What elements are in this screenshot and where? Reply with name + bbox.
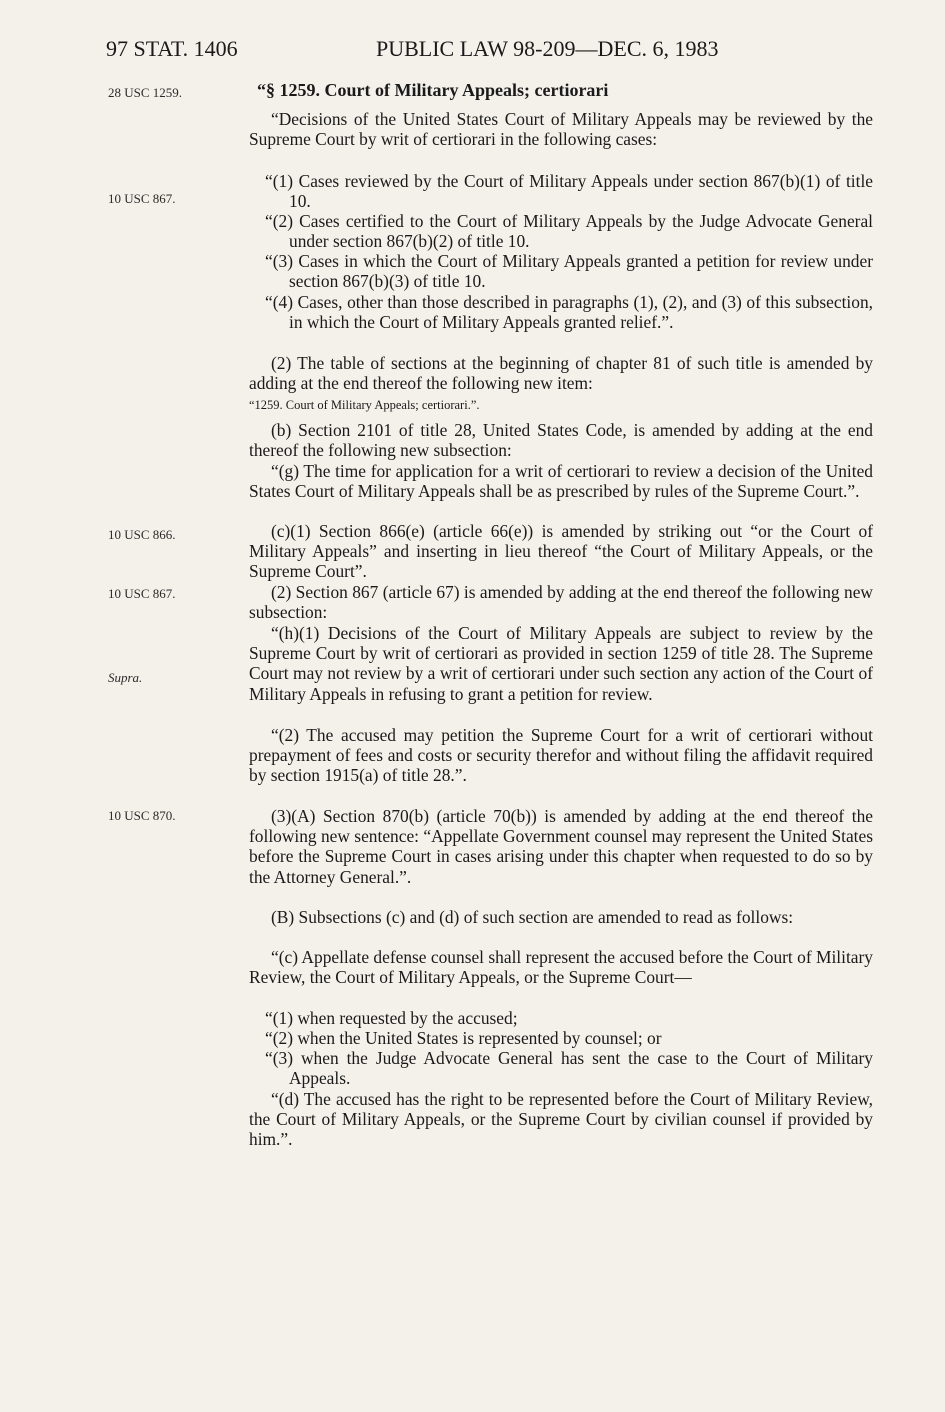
paragraph-case-2: “(2) Cases certified to the Court of Military Appeals by the Judge Advocate General under section 867(b)(2) of title 10. (265, 211, 873, 252)
paragraph-sub-c3: “(3) when the Judge Advocate General has sent the case to the Court of Military Appeals. (265, 1048, 873, 1089)
paragraph-h2: “(2) The accused may petition the Supreme Court for a writ of certiorari without prepayment of fees and costs or security therefor and without filing the affidavit required by section 1915(a) of title 28.”. (249, 725, 873, 786)
margin-note: Supra. (108, 670, 143, 685)
margin-note: 10 USC 867. (108, 586, 176, 601)
margin-note: 10 USC 866. (108, 527, 176, 542)
margin-note: 10 USC 870. (108, 808, 176, 823)
paragraph-case-1: “(1) Cases reviewed by the Court of Military Appeals under section 867(b)(1) of title 10. (265, 171, 873, 212)
stat-page-number: 97 STAT. 1406 (106, 36, 238, 61)
public-law-title: PUBLIC LAW 98-209—DEC. 6, 1983 (376, 36, 719, 61)
paragraph-c2: (2) Section 867 (article 67) is amended by adding at the end thereof the following new subsection: (249, 582, 873, 623)
section-heading: “§ 1259. Court of Military Appeals; certiorari (257, 80, 609, 100)
paragraph-table-amendment: (2) The table of sections at the beginning of chapter 81 of such title is amended by adding at the end thereof the following new item: (249, 353, 873, 394)
paragraph-sub-c: “(c) Appellate defense counsel shall represent the accused before the Court of Military Review, the Court of Military Appeals, or the Supreme Court— (249, 947, 873, 988)
margin-note: 28 USC 1259. (108, 85, 183, 100)
table-item: “1259. Court of Military Appeals; certiorari.”. (249, 398, 480, 412)
paragraph-c3b: (B) Subsections (c) and (d) of such section are amended to read as follows: (271, 907, 794, 927)
page-header (106, 36, 746, 66)
paragraph-intro: “Decisions of the United States Court of Military Appeals may be reviewed by the Supreme Court by writ of certiorari in the following cases: (249, 109, 873, 150)
paragraph-sub-c1: “(1) when requested by the accused; (265, 1008, 518, 1028)
paragraph-case-4: “(4) Cases, other than those described in paragraphs (1), (2), and (3) of this subsection, in which the Court of Military Appeals granted relief.”. (265, 292, 873, 333)
paragraph-case-3: “(3) Cases in which the Court of Military Appeals granted a petition for review under section 867(b)(3) of title 10. (265, 251, 873, 292)
paragraph-sub-d: “(d) The accused has the right to be represented before the Court of Military Review, the Court of Military Appeals, or the Supreme Court by civilian counsel if provided by him.”. (249, 1089, 873, 1150)
paragraph-sub-c2: “(2) when the United States is represented by counsel; or (265, 1028, 662, 1048)
margin-note: 10 USC 867. (108, 191, 176, 206)
paragraph-g: “(g) The time for application for a writ of certiorari to review a decision of the United States Court of Military Appeals shall be as prescribed by rules of the Supreme Court.”. (249, 461, 873, 502)
paragraph-h1: “(h)(1) Decisions of the Court of Military Appeals are subject to review by the Supreme Court by writ of certiorari as provided in section 1259 of title 28. The Supreme Court may not review by a writ of certiorari under such section any action of the Court of Military Appeals in refusing to grant a petition for review. (249, 623, 873, 704)
paragraph-b: (b) Section 2101 of title 28, United States Code, is amended by adding at the end thereof the following new subsection: (249, 420, 873, 461)
paragraph-c1: (c)(1) Section 866(e) (article 66(e)) is amended by striking out “or the Court of Military Appeals” and inserting in lieu thereof “the Court of Military Appeals, or the Supreme Court”. (249, 521, 873, 582)
paragraph-c3a: (3)(A) Section 870(b) (article 70(b)) is amended by adding at the end thereof the following new sentence: “Appellate Government counsel may represent the United States before the Supreme Court in cases arising under this chapter when requested to do so by the Attorney General.”. (249, 806, 873, 887)
